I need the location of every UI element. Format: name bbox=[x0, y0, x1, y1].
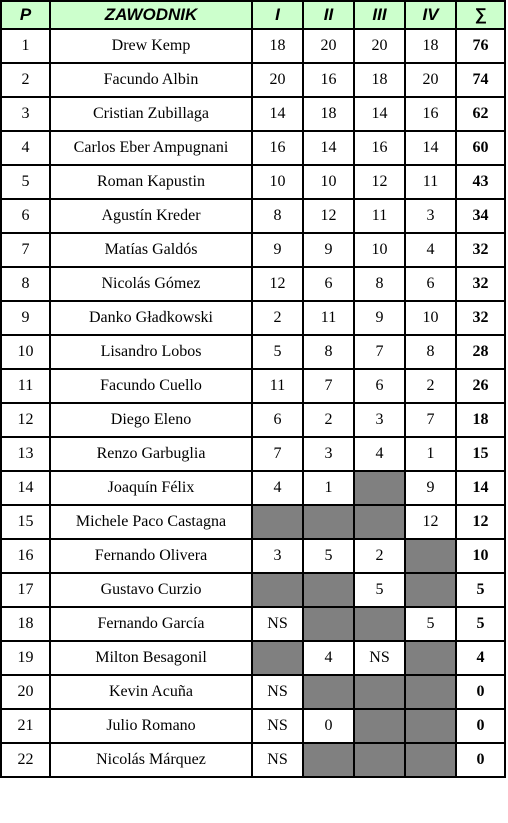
round-2-cell: 4 bbox=[303, 641, 354, 675]
round-1-empty-cell bbox=[252, 505, 303, 539]
competitor-name-cell: Michele Paco Castagna bbox=[50, 505, 252, 539]
round-3-cell: 16 bbox=[354, 131, 405, 165]
position-cell: 16 bbox=[1, 539, 50, 573]
round-1-cell: 10 bbox=[252, 165, 303, 199]
round-2-cell: 6 bbox=[303, 267, 354, 301]
header-round-1: I bbox=[252, 1, 303, 29]
competitor-name-cell: Lisandro Lobos bbox=[50, 335, 252, 369]
round-4-cell: 12 bbox=[405, 505, 456, 539]
round-4-cell: 6 bbox=[405, 267, 456, 301]
table-row bbox=[1, 743, 505, 777]
total-cell: 26 bbox=[456, 369, 505, 403]
round-1-cell: NS bbox=[252, 743, 303, 777]
round-1-cell: 20 bbox=[252, 63, 303, 97]
round-1-cell: 8 bbox=[252, 199, 303, 233]
header-round-4: IV bbox=[405, 1, 456, 29]
round-1-cell: 3 bbox=[252, 539, 303, 573]
round-1-cell: 18 bbox=[252, 29, 303, 63]
competitor-name-cell: Fernando García bbox=[50, 607, 252, 641]
round-3-cell: 6 bbox=[354, 369, 405, 403]
round-2-cell: 9 bbox=[303, 233, 354, 267]
table-row bbox=[1, 403, 505, 437]
total-cell: 32 bbox=[456, 301, 505, 335]
position-cell: 7 bbox=[1, 233, 50, 267]
round-1-cell: 12 bbox=[252, 267, 303, 301]
round-2-cell: 8 bbox=[303, 335, 354, 369]
round-1-cell: 4 bbox=[252, 471, 303, 505]
round-1-cell: 7 bbox=[252, 437, 303, 471]
header-competitor: ZAWODNIK bbox=[50, 1, 252, 29]
round-4-empty-cell bbox=[405, 709, 456, 743]
round-2-empty-cell bbox=[303, 573, 354, 607]
round-3-cell: 18 bbox=[354, 63, 405, 97]
position-cell: 9 bbox=[1, 301, 50, 335]
round-2-cell: 14 bbox=[303, 131, 354, 165]
round-2-cell: 10 bbox=[303, 165, 354, 199]
round-3-empty-cell bbox=[354, 505, 405, 539]
total-cell: 14 bbox=[456, 471, 505, 505]
round-3-empty-cell bbox=[354, 675, 405, 709]
table-body bbox=[1, 29, 505, 777]
round-3-cell: 12 bbox=[354, 165, 405, 199]
table-row bbox=[1, 335, 505, 369]
round-3-cell: 8 bbox=[354, 267, 405, 301]
round-2-cell: 5 bbox=[303, 539, 354, 573]
position-cell: 15 bbox=[1, 505, 50, 539]
competitor-name-cell: Milton Besagonil bbox=[50, 641, 252, 675]
round-4-empty-cell bbox=[405, 675, 456, 709]
total-cell: 0 bbox=[456, 743, 505, 777]
round-3-cell: 4 bbox=[354, 437, 405, 471]
position-cell: 5 bbox=[1, 165, 50, 199]
round-2-empty-cell bbox=[303, 607, 354, 641]
total-cell: 0 bbox=[456, 675, 505, 709]
table-row bbox=[1, 641, 505, 675]
table-row bbox=[1, 301, 505, 335]
competitor-name-cell: Agustín Kreder bbox=[50, 199, 252, 233]
round-4-cell: 8 bbox=[405, 335, 456, 369]
round-3-cell: 20 bbox=[354, 29, 405, 63]
total-cell: 5 bbox=[456, 573, 505, 607]
competitor-name-cell: Facundo Cuello bbox=[50, 369, 252, 403]
round-1-cell: 14 bbox=[252, 97, 303, 131]
round-2-empty-cell bbox=[303, 505, 354, 539]
round-1-cell: 6 bbox=[252, 403, 303, 437]
round-3-empty-cell bbox=[354, 743, 405, 777]
round-4-empty-cell bbox=[405, 539, 456, 573]
round-2-cell: 20 bbox=[303, 29, 354, 63]
total-cell: 15 bbox=[456, 437, 505, 471]
position-cell: 14 bbox=[1, 471, 50, 505]
competitor-name-cell: Cristian Zubillaga bbox=[50, 97, 252, 131]
total-cell: 62 bbox=[456, 97, 505, 131]
total-cell: 10 bbox=[456, 539, 505, 573]
competitor-name-cell: Renzo Garbuglia bbox=[50, 437, 252, 471]
round-4-cell: 16 bbox=[405, 97, 456, 131]
round-4-cell: 7 bbox=[405, 403, 456, 437]
competitor-name-cell: Nicolás Gómez bbox=[50, 267, 252, 301]
round-3-cell: NS bbox=[354, 641, 405, 675]
round-2-cell: 1 bbox=[303, 471, 354, 505]
round-2-cell: 12 bbox=[303, 199, 354, 233]
table-row bbox=[1, 471, 505, 505]
round-4-cell: 20 bbox=[405, 63, 456, 97]
header-round-3: III bbox=[354, 1, 405, 29]
table-row bbox=[1, 709, 505, 743]
position-cell: 8 bbox=[1, 267, 50, 301]
round-3-cell: 2 bbox=[354, 539, 405, 573]
round-4-cell: 2 bbox=[405, 369, 456, 403]
position-cell: 4 bbox=[1, 131, 50, 165]
position-cell: 13 bbox=[1, 437, 50, 471]
total-cell: 74 bbox=[456, 63, 505, 97]
position-cell: 2 bbox=[1, 63, 50, 97]
round-2-cell: 11 bbox=[303, 301, 354, 335]
round-1-empty-cell bbox=[252, 573, 303, 607]
round-4-empty-cell bbox=[405, 743, 456, 777]
round-2-cell: 18 bbox=[303, 97, 354, 131]
position-cell: 6 bbox=[1, 199, 50, 233]
round-4-cell: 11 bbox=[405, 165, 456, 199]
header-round-2: II bbox=[303, 1, 354, 29]
position-cell: 21 bbox=[1, 709, 50, 743]
round-3-cell: 9 bbox=[354, 301, 405, 335]
round-1-cell: NS bbox=[252, 675, 303, 709]
competitor-name-cell: Roman Kapustin bbox=[50, 165, 252, 199]
table-row bbox=[1, 505, 505, 539]
round-4-cell: 4 bbox=[405, 233, 456, 267]
table-row bbox=[1, 29, 505, 63]
round-1-cell: 16 bbox=[252, 131, 303, 165]
total-cell: 34 bbox=[456, 199, 505, 233]
round-4-cell: 3 bbox=[405, 199, 456, 233]
round-1-cell: 2 bbox=[252, 301, 303, 335]
position-cell: 19 bbox=[1, 641, 50, 675]
table-row bbox=[1, 573, 505, 607]
position-cell: 17 bbox=[1, 573, 50, 607]
competitor-name-cell: Fernando Olivera bbox=[50, 539, 252, 573]
round-3-empty-cell bbox=[354, 607, 405, 641]
table-row bbox=[1, 233, 505, 267]
total-cell: 43 bbox=[456, 165, 505, 199]
round-4-empty-cell bbox=[405, 573, 456, 607]
round-1-cell: 11 bbox=[252, 369, 303, 403]
competitor-name-cell: Drew Kemp bbox=[50, 29, 252, 63]
table-row bbox=[1, 539, 505, 573]
position-cell: 20 bbox=[1, 675, 50, 709]
competitor-name-cell: Diego Eleno bbox=[50, 403, 252, 437]
table-row bbox=[1, 369, 505, 403]
header-position: P bbox=[1, 1, 50, 29]
round-2-cell: 0 bbox=[303, 709, 354, 743]
round-3-cell: 5 bbox=[354, 573, 405, 607]
competitor-name-cell: Carlos Eber Ampugnani bbox=[50, 131, 252, 165]
table-row bbox=[1, 267, 505, 301]
total-cell: 4 bbox=[456, 641, 505, 675]
round-3-cell: 3 bbox=[354, 403, 405, 437]
table-row bbox=[1, 165, 505, 199]
total-cell: 60 bbox=[456, 131, 505, 165]
total-cell: 0 bbox=[456, 709, 505, 743]
round-1-cell: 9 bbox=[252, 233, 303, 267]
total-cell: 12 bbox=[456, 505, 505, 539]
round-3-cell: 7 bbox=[354, 335, 405, 369]
total-cell: 5 bbox=[456, 607, 505, 641]
round-2-cell: 16 bbox=[303, 63, 354, 97]
round-2-cell: 2 bbox=[303, 403, 354, 437]
round-3-cell: 10 bbox=[354, 233, 405, 267]
total-cell: 32 bbox=[456, 233, 505, 267]
round-4-cell: 1 bbox=[405, 437, 456, 471]
competitor-name-cell: Gustavo Curzio bbox=[50, 573, 252, 607]
round-3-cell: 14 bbox=[354, 97, 405, 131]
total-cell: 18 bbox=[456, 403, 505, 437]
competitor-name-cell: Nicolás Márquez bbox=[50, 743, 252, 777]
round-1-cell: 5 bbox=[252, 335, 303, 369]
round-3-empty-cell bbox=[354, 471, 405, 505]
position-cell: 11 bbox=[1, 369, 50, 403]
table-row bbox=[1, 63, 505, 97]
total-cell: 28 bbox=[456, 335, 505, 369]
competitor-name-cell: Joaquín Félix bbox=[50, 471, 252, 505]
table-row bbox=[1, 97, 505, 131]
round-4-cell: 9 bbox=[405, 471, 456, 505]
competitor-name-cell: Julio Romano bbox=[50, 709, 252, 743]
round-2-cell: 3 bbox=[303, 437, 354, 471]
header-total: ∑ bbox=[456, 1, 505, 29]
round-2-empty-cell bbox=[303, 743, 354, 777]
table-row bbox=[1, 607, 505, 641]
position-cell: 12 bbox=[1, 403, 50, 437]
table-row bbox=[1, 199, 505, 233]
position-cell: 3 bbox=[1, 97, 50, 131]
round-3-cell: 11 bbox=[354, 199, 405, 233]
competitor-name-cell: Facundo Albin bbox=[50, 63, 252, 97]
table-row bbox=[1, 131, 505, 165]
round-2-empty-cell bbox=[303, 675, 354, 709]
round-4-cell: 5 bbox=[405, 607, 456, 641]
round-3-empty-cell bbox=[354, 709, 405, 743]
table-row bbox=[1, 675, 505, 709]
round-4-cell: 10 bbox=[405, 301, 456, 335]
round-4-cell: 18 bbox=[405, 29, 456, 63]
header-row bbox=[1, 1, 505, 29]
round-2-cell: 7 bbox=[303, 369, 354, 403]
round-1-cell: NS bbox=[252, 709, 303, 743]
table-row bbox=[1, 437, 505, 471]
table-header bbox=[1, 1, 505, 29]
round-4-empty-cell bbox=[405, 641, 456, 675]
total-cell: 32 bbox=[456, 267, 505, 301]
position-cell: 22 bbox=[1, 743, 50, 777]
total-cell: 76 bbox=[456, 29, 505, 63]
position-cell: 10 bbox=[1, 335, 50, 369]
position-cell: 18 bbox=[1, 607, 50, 641]
competitor-name-cell: Danko Gładkowski bbox=[50, 301, 252, 335]
round-4-cell: 14 bbox=[405, 131, 456, 165]
competitor-name-cell: Kevin Acuña bbox=[50, 675, 252, 709]
competitor-name-cell: Matías Galdós bbox=[50, 233, 252, 267]
position-cell: 1 bbox=[1, 29, 50, 63]
round-1-empty-cell bbox=[252, 641, 303, 675]
round-1-cell: NS bbox=[252, 607, 303, 641]
